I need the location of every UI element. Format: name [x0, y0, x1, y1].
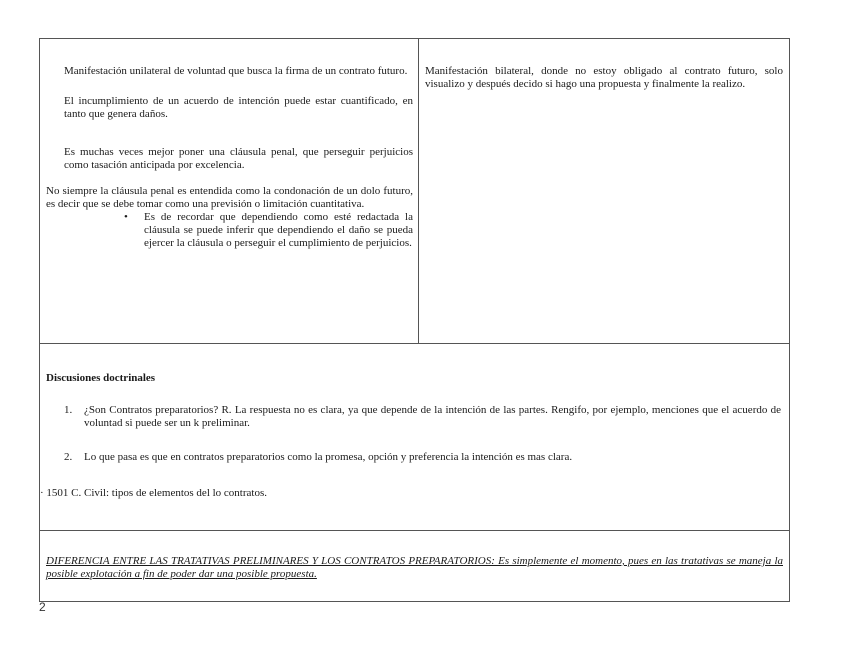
bullet-icon: • [124, 211, 128, 223]
bullet-list [64, 211, 413, 250]
item-text: Lo que pasa es que en contratos preparatorios como la promesa, opción y preferencia la intención es mas clara. [84, 451, 573, 463]
comparison-row [40, 39, 789, 344]
item-number: 2. [64, 451, 73, 463]
discussions-section [40, 344, 789, 531]
difference-text: DIFERENCIA ENTRE LAS TRATATIVAS PRELIMINARES Y LOS CONTRATOS PREPARATORIOS: Es simplemente el momento, pues en las tratativas se maneja la posible explotación a fin de poder dar una posible propuesta. [46, 555, 783, 580]
left-paragraph-3: Es muchas veces mejor poner una cláusula penal, que perseguir perjuicios como tasación anticipada por excelencia. [64, 146, 413, 171]
list-item [46, 451, 783, 464]
list-item [124, 211, 413, 250]
numbered-list [46, 404, 783, 464]
item-text: ¿Son Contratos preparatorios? R. La respuesta no es clara, ya que depende de la intención de las partes. Rengifo, por ejemplo, menciones que el acuerdo de voluntad si puede ser un k preliminar. [84, 404, 781, 429]
right-paragraph-1: Manifestación bilateral, donde no estoy obligado al contrato futuro, solo visualizo y después decido si hago una propuesta y finalmente la realizo. [425, 65, 783, 90]
section-heading: Discusiones doctrinales [46, 372, 156, 384]
page-number: 2 [39, 600, 46, 614]
left-paragraph-1: Manifestación unilateral de voluntad que busca la firma de un contrato futuro. [64, 65, 408, 77]
article-reference: · 1501 C. Civil: tipos de elementos del lo contratos. [40, 487, 267, 499]
left-cell [40, 39, 419, 343]
left-paragraph-4: No siempre la cláusula penal es entendida como la condonación de un dolo futuro, es decir que se debe tomar como una previsión o limitación cuantitativa. [46, 185, 413, 210]
document-table [39, 38, 790, 602]
item-number: 1. [64, 404, 73, 416]
list-item [46, 404, 783, 430]
left-paragraph-2: El incumplimiento de un acuerdo de intención puede estar cuantificado, en tanto que genera daños. [64, 95, 413, 120]
difference-section [40, 531, 789, 601]
bullet-text: Es de recordar que dependiendo como esté redactada la cláusula se puede inferir que dependiendo el daño se pueda ejercer la cláusula o perseguir el cumplimiento de perjuicios. [144, 211, 413, 249]
right-cell [419, 39, 789, 343]
